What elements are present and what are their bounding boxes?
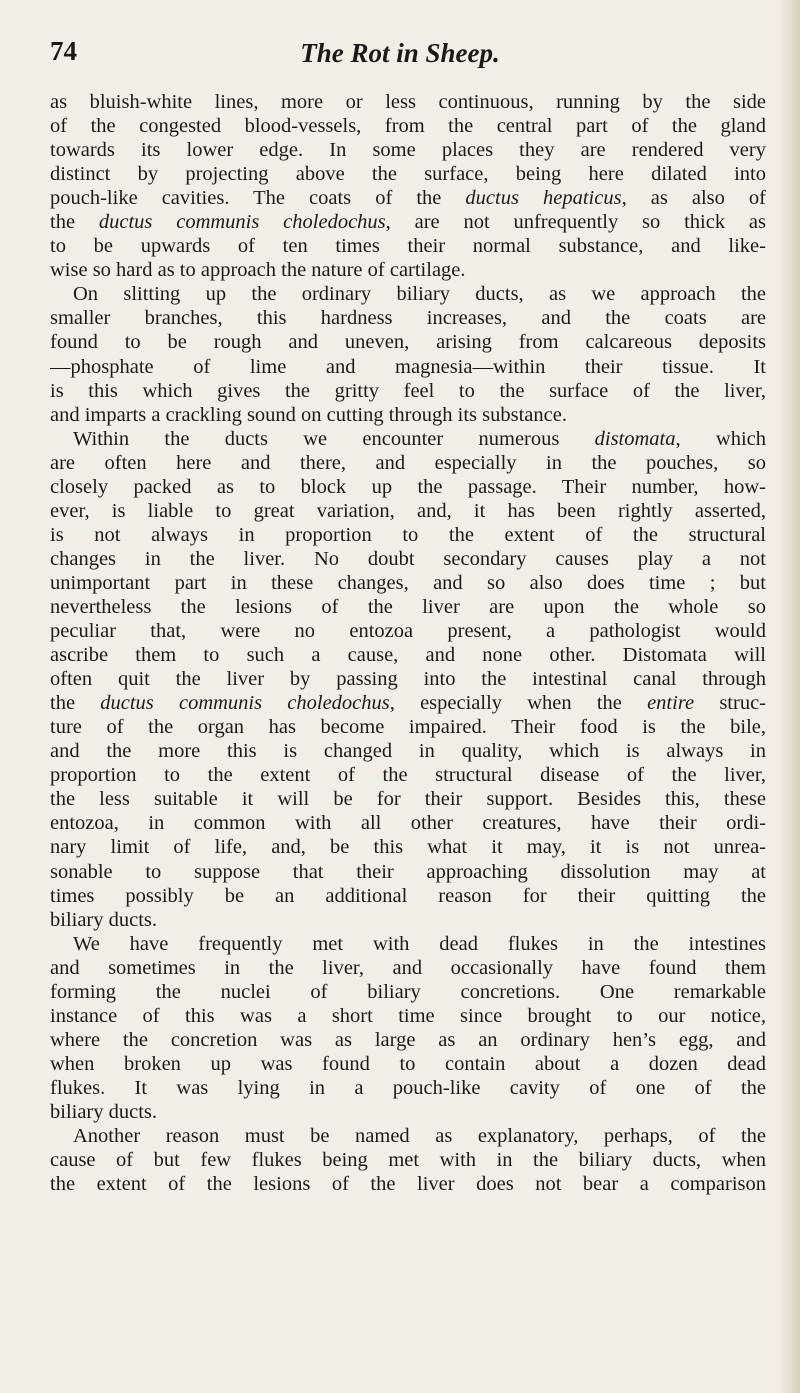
text-line: wise so hard as to approach the nature of cartilage. (50, 259, 466, 282)
text-line: We have frequently met with dead flukes in the intestines (73, 932, 766, 955)
text-line: unimportant part in these changes, and so also does time ; but (50, 571, 766, 594)
page-edge-shadow (778, 0, 800, 1393)
text-line: where the concretion was as large as an ordinary hen’s egg, and (50, 1028, 766, 1051)
text-line: when broken up was found to contain about a dozen dead (50, 1052, 766, 1075)
text-line: peculiar that, were no entozoa present, a pathologist would (50, 620, 766, 643)
text-line: smaller branches, this hardness increases, and the coats are (50, 307, 766, 330)
text-line: is this which gives the gritty feel to the surface of the liver, (50, 379, 766, 402)
text-line: nevertheless the lesions of the liver are upon the whole so (50, 595, 766, 618)
running-title: The Rot in Sheep. (300, 38, 500, 68)
text-line: distinct by projecting above the surface, being here dilated into (50, 163, 766, 186)
text-line: forming the nuclei of biliary concretions. One remarkable (50, 980, 766, 1003)
text-line: proportion to the extent of the structural disease of the liver, (50, 764, 766, 787)
text-line: found to be rough and uneven, arising from calcareous deposits (50, 331, 766, 354)
text-line: Another reason must be named as explanatory, perhaps, of the (73, 1125, 766, 1148)
text-line: closely packed as to block up the passage. Their number, how- (50, 475, 766, 498)
text-line: and imparts a crackling sound on cutting through its substance. (50, 403, 567, 426)
text-line: pouch-like cavities. The coats of the ductus hepaticus, as also of (50, 187, 766, 210)
text-line: the extent of the lesions of the liver does not bear a comparison (50, 1173, 766, 1196)
text-line: nary limit of life, and, be this what it may, it is not unrea- (50, 836, 766, 859)
text-line: Within the ducts we encounter numerous distomata, which (73, 427, 766, 450)
text-line: and the more this is changed in quality, which is always in (50, 740, 766, 763)
text-line: biliary ducts. (50, 908, 158, 931)
text-line: sonable to suppose that their approaching dissolution may at (50, 860, 766, 883)
text-line: often quit the liver by passing into the intestinal canal through (50, 668, 766, 691)
text-line: On slitting up the ordinary biliary ducts, as we approach the (73, 283, 766, 306)
text-line: —phosphate of lime and magnesia—within their tissue. It (50, 355, 766, 378)
text-line: entozoa, in common with all other creatures, have their ordi- (50, 812, 766, 835)
text-line: biliary ducts. (50, 1100, 158, 1123)
text-line: instance of this was a short time since brought to our notice, (50, 1004, 766, 1027)
text-line: ever, is liable to great variation, and, it has been rightly asserted, (50, 499, 766, 522)
text-line: the less suitable it will be for their support. Besides this, these (50, 788, 766, 811)
text-line: as bluish-white lines, more or less continuous, running by the side (50, 91, 766, 113)
text-line: ture of the organ has become impaired. Their food is the bile, (50, 716, 766, 739)
text-line: flukes. It was lying in a pouch-like cavity of one of the (50, 1076, 766, 1099)
text-line: cause of but few flukes being met with in the biliary ducts, when (50, 1149, 766, 1172)
text-line: to be upwards of ten times their normal substance, and like- (50, 235, 766, 258)
text-line: of the congested blood-vessels, from the central part of the gland (50, 115, 766, 138)
text-line: the ductus communis choledochus, are not unfrequently so thick as (50, 211, 766, 234)
text-line: times possibly be an additional reason for their quitting the (50, 884, 766, 907)
text-line: are often here and there, and especially in the pouches, so (50, 451, 766, 474)
page-number: 74 (50, 36, 77, 66)
text-line: changes in the liver. No doubt secondary causes play a not (50, 547, 766, 570)
text-line: is not always in proportion to the extent of the structural (50, 523, 766, 546)
text-line: ascribe them to such a cause, and none other. Distomata will (50, 644, 766, 667)
body-text (50, 90, 766, 1196)
text-line: and sometimes in the liver, and occasionally have found them (50, 956, 766, 979)
text-line: towards its lower edge. In some places they are rendered very (50, 139, 766, 162)
text-line: the ductus communis choledochus, especially when the entire struc- (50, 692, 766, 715)
